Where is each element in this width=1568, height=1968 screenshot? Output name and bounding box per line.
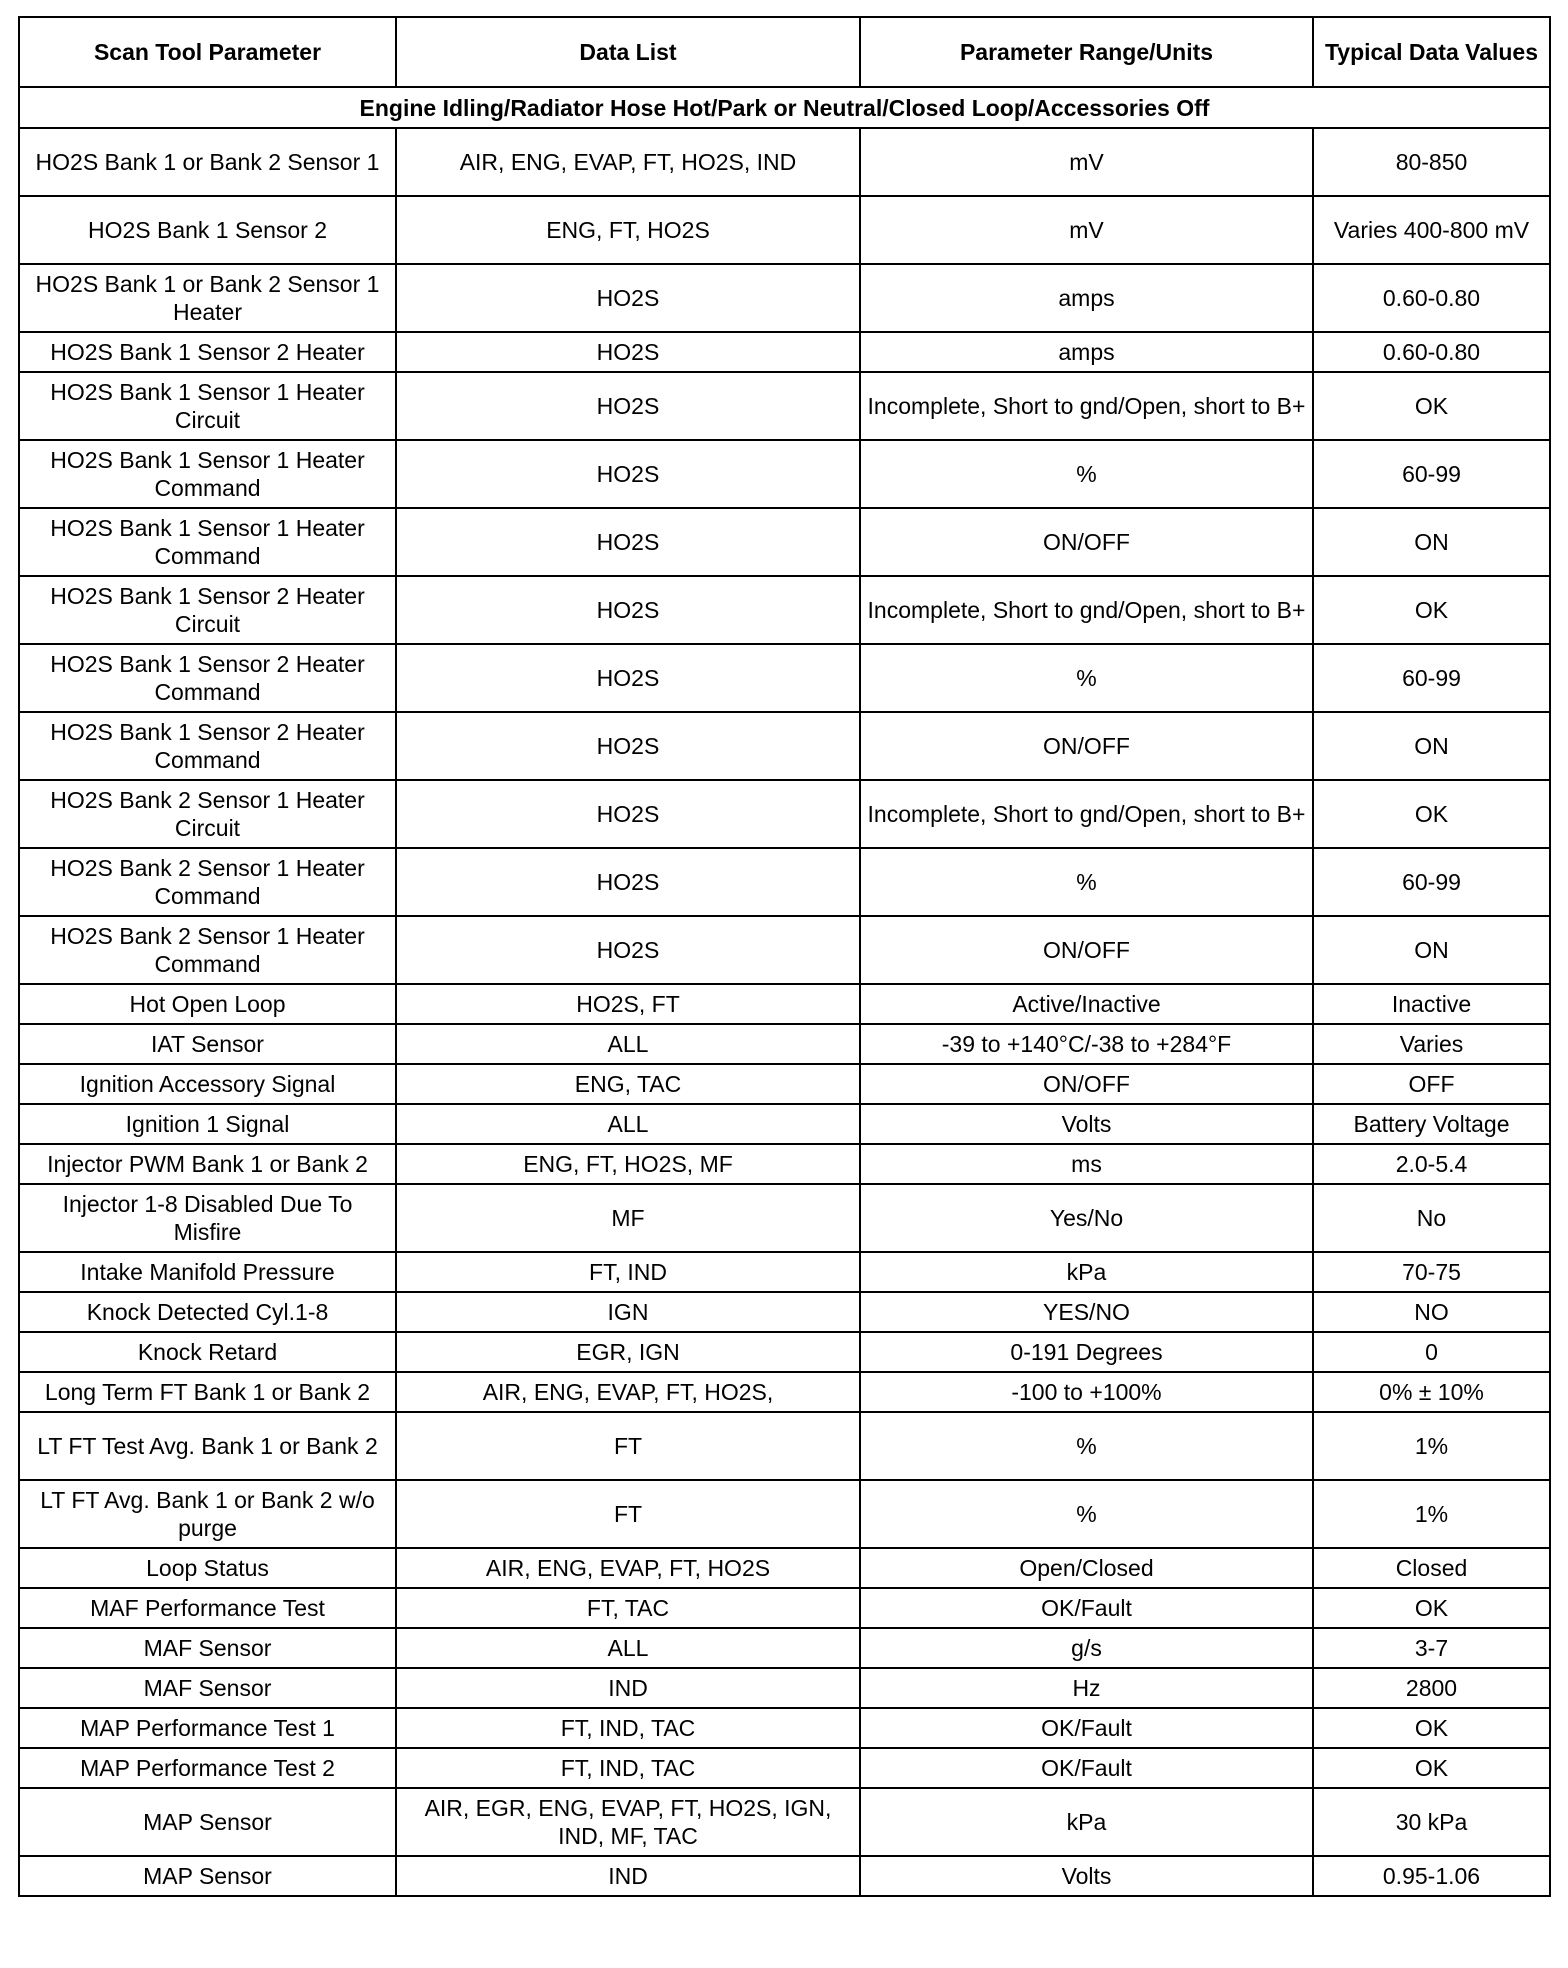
cell-parameter: MAP Performance Test 2 bbox=[19, 1748, 396, 1788]
table-row bbox=[19, 1708, 1550, 1748]
column-header-range-units: Parameter Range/Units bbox=[860, 17, 1313, 87]
cell-data-list: HO2S bbox=[396, 372, 860, 440]
cell-parameter: LT FT Avg. Bank 1 or Bank 2 w/o purge bbox=[19, 1480, 396, 1548]
cell-data-list: HO2S bbox=[396, 332, 860, 372]
cell-typical-value: 1% bbox=[1313, 1480, 1550, 1548]
cell-range-units: Active/Inactive bbox=[860, 984, 1313, 1024]
table-row bbox=[19, 1024, 1550, 1064]
cell-typical-value: NO bbox=[1313, 1292, 1550, 1332]
cell-range-units: OK/Fault bbox=[860, 1708, 1313, 1748]
table-row bbox=[19, 1480, 1550, 1548]
cell-typical-value: 0% ± 10% bbox=[1313, 1372, 1550, 1412]
cell-typical-value: 60-99 bbox=[1313, 848, 1550, 916]
cell-range-units: kPa bbox=[860, 1788, 1313, 1856]
cell-parameter: LT FT Test Avg. Bank 1 or Bank 2 bbox=[19, 1412, 396, 1480]
cell-range-units: % bbox=[860, 1480, 1313, 1548]
cell-range-units: % bbox=[860, 848, 1313, 916]
cell-data-list: EGR, IGN bbox=[396, 1332, 860, 1372]
cell-typical-value: 0.95-1.06 bbox=[1313, 1856, 1550, 1896]
cell-range-units: Hz bbox=[860, 1668, 1313, 1708]
cell-range-units: ON/OFF bbox=[860, 712, 1313, 780]
cell-parameter: HO2S Bank 2 Sensor 1 Heater Command bbox=[19, 916, 396, 984]
cell-range-units: OK/Fault bbox=[860, 1588, 1313, 1628]
table-row bbox=[19, 1788, 1550, 1856]
cell-typical-value: ON bbox=[1313, 916, 1550, 984]
cell-parameter: HO2S Bank 1 or Bank 2 Sensor 1 bbox=[19, 128, 396, 196]
cell-range-units: mV bbox=[860, 196, 1313, 264]
cell-parameter: IAT Sensor bbox=[19, 1024, 396, 1064]
cell-parameter: Injector 1-8 Disabled Due To Misfire bbox=[19, 1184, 396, 1252]
cell-parameter: Injector PWM Bank 1 or Bank 2 bbox=[19, 1144, 396, 1184]
cell-data-list: ENG, FT, HO2S, MF bbox=[396, 1144, 860, 1184]
cell-typical-value: ON bbox=[1313, 508, 1550, 576]
cell-parameter: Intake Manifold Pressure bbox=[19, 1252, 396, 1292]
cell-range-units: Incomplete, Short to gnd/Open, short to B+ bbox=[860, 576, 1313, 644]
cell-data-list: IGN bbox=[396, 1292, 860, 1332]
cell-typical-value: OK bbox=[1313, 372, 1550, 440]
cell-typical-value: Varies 400-800 mV bbox=[1313, 196, 1550, 264]
cell-parameter: HO2S Bank 1 Sensor 1 Heater Circuit bbox=[19, 372, 396, 440]
table-row bbox=[19, 1064, 1550, 1104]
cell-typical-value: 0.60-0.80 bbox=[1313, 332, 1550, 372]
table-row bbox=[19, 508, 1550, 576]
cell-parameter: Knock Detected Cyl.1-8 bbox=[19, 1292, 396, 1332]
cell-typical-value: 30 kPa bbox=[1313, 1788, 1550, 1856]
cell-data-list: ALL bbox=[396, 1024, 860, 1064]
column-header-parameter: Scan Tool Parameter bbox=[19, 17, 396, 87]
cell-typical-value: 80-850 bbox=[1313, 128, 1550, 196]
cell-parameter: MAP Performance Test 1 bbox=[19, 1708, 396, 1748]
cell-parameter: HO2S Bank 2 Sensor 1 Heater Circuit bbox=[19, 780, 396, 848]
cell-data-list: ENG, TAC bbox=[396, 1064, 860, 1104]
cell-parameter: MAF Sensor bbox=[19, 1628, 396, 1668]
table-row bbox=[19, 264, 1550, 332]
cell-typical-value: 1% bbox=[1313, 1412, 1550, 1480]
cell-parameter: Ignition 1 Signal bbox=[19, 1104, 396, 1144]
cell-typical-value: 2800 bbox=[1313, 1668, 1550, 1708]
cell-range-units: Incomplete, Short to gnd/Open, short to B+ bbox=[860, 372, 1313, 440]
cell-typical-value: OK bbox=[1313, 1748, 1550, 1788]
cell-parameter: HO2S Bank 1 Sensor 2 Heater Command bbox=[19, 644, 396, 712]
table-row bbox=[19, 1748, 1550, 1788]
cell-range-units: OK/Fault bbox=[860, 1748, 1313, 1788]
cell-parameter: MAF Sensor bbox=[19, 1668, 396, 1708]
table-row bbox=[19, 1144, 1550, 1184]
table-row bbox=[19, 1412, 1550, 1480]
cell-data-list: HO2S bbox=[396, 848, 860, 916]
table-row bbox=[19, 1372, 1550, 1412]
cell-range-units: 0-191 Degrees bbox=[860, 1332, 1313, 1372]
cell-typical-value: OK bbox=[1313, 1708, 1550, 1748]
cell-data-list: ENG, FT, HO2S bbox=[396, 196, 860, 264]
table-row bbox=[19, 780, 1550, 848]
cell-data-list: AIR, ENG, EVAP, FT, HO2S bbox=[396, 1548, 860, 1588]
cell-data-list: FT bbox=[396, 1412, 860, 1480]
cell-range-units: amps bbox=[860, 332, 1313, 372]
cell-parameter: Ignition Accessory Signal bbox=[19, 1064, 396, 1104]
cell-data-list: HO2S bbox=[396, 780, 860, 848]
cell-typical-value: OK bbox=[1313, 576, 1550, 644]
cell-data-list: IND bbox=[396, 1668, 860, 1708]
cell-parameter: MAF Performance Test bbox=[19, 1588, 396, 1628]
cell-data-list: AIR, EGR, ENG, EVAP, FT, HO2S, IGN, IND, MF, TAC bbox=[396, 1788, 860, 1856]
table-row bbox=[19, 196, 1550, 264]
table-row bbox=[19, 712, 1550, 780]
table-row bbox=[19, 1252, 1550, 1292]
column-header-typical-values: Typical Data Values bbox=[1313, 17, 1550, 87]
cell-typical-value: 70-75 bbox=[1313, 1252, 1550, 1292]
cell-data-list: HO2S bbox=[396, 264, 860, 332]
cell-typical-value: No bbox=[1313, 1184, 1550, 1252]
cell-data-list: HO2S bbox=[396, 712, 860, 780]
cell-typical-value: ON bbox=[1313, 712, 1550, 780]
cell-range-units: Open/Closed bbox=[860, 1548, 1313, 1588]
cell-parameter: Knock Retard bbox=[19, 1332, 396, 1372]
cell-data-list: HO2S bbox=[396, 508, 860, 576]
cell-parameter: HO2S Bank 1 Sensor 2 Heater Command bbox=[19, 712, 396, 780]
cell-range-units: Volts bbox=[860, 1856, 1313, 1896]
cell-typical-value: 60-99 bbox=[1313, 644, 1550, 712]
cell-parameter: HO2S Bank 1 Sensor 1 Heater Command bbox=[19, 440, 396, 508]
cell-typical-value: 0 bbox=[1313, 1332, 1550, 1372]
cell-range-units: mV bbox=[860, 128, 1313, 196]
cell-range-units: % bbox=[860, 1412, 1313, 1480]
table-row bbox=[19, 1332, 1550, 1372]
table-row bbox=[19, 372, 1550, 440]
table-row bbox=[19, 916, 1550, 984]
cell-data-list: HO2S bbox=[396, 440, 860, 508]
cell-range-units: amps bbox=[860, 264, 1313, 332]
cell-data-list: AIR, ENG, EVAP, FT, HO2S, bbox=[396, 1372, 860, 1412]
table-header-row bbox=[19, 17, 1550, 87]
cell-typical-value: Battery Voltage bbox=[1313, 1104, 1550, 1144]
table-row bbox=[19, 1856, 1550, 1896]
table-row bbox=[19, 848, 1550, 916]
cell-parameter: MAP Sensor bbox=[19, 1856, 396, 1896]
table-row bbox=[19, 1292, 1550, 1332]
cell-data-list: AIR, ENG, EVAP, FT, HO2S, IND bbox=[396, 128, 860, 196]
table-row bbox=[19, 1104, 1550, 1144]
table-row bbox=[19, 984, 1550, 1024]
cell-typical-value: Closed bbox=[1313, 1548, 1550, 1588]
table-row bbox=[19, 1548, 1550, 1588]
table-row bbox=[19, 1628, 1550, 1668]
cell-parameter: HO2S Bank 2 Sensor 1 Heater Command bbox=[19, 848, 396, 916]
cell-typical-value: 0.60-0.80 bbox=[1313, 264, 1550, 332]
cell-data-list: ALL bbox=[396, 1628, 860, 1668]
cell-data-list: ALL bbox=[396, 1104, 860, 1144]
cell-range-units: g/s bbox=[860, 1628, 1313, 1668]
cell-data-list: IND bbox=[396, 1856, 860, 1896]
cell-parameter: MAP Sensor bbox=[19, 1788, 396, 1856]
cell-data-list: FT, IND, TAC bbox=[396, 1708, 860, 1748]
cell-data-list: FT, IND, TAC bbox=[396, 1748, 860, 1788]
table-row bbox=[19, 440, 1550, 508]
cell-range-units: % bbox=[860, 644, 1313, 712]
cell-range-units: ON/OFF bbox=[860, 916, 1313, 984]
cell-typical-value: 2.0-5.4 bbox=[1313, 1144, 1550, 1184]
cell-parameter: HO2S Bank 1 Sensor 2 Heater Circuit bbox=[19, 576, 396, 644]
cell-parameter: Hot Open Loop bbox=[19, 984, 396, 1024]
cell-typical-value: OK bbox=[1313, 780, 1550, 848]
cell-data-list: HO2S bbox=[396, 644, 860, 712]
cell-parameter: HO2S Bank 1 or Bank 2 Sensor 1 Heater bbox=[19, 264, 396, 332]
cell-typical-value: Varies bbox=[1313, 1024, 1550, 1064]
cell-range-units: ON/OFF bbox=[860, 508, 1313, 576]
cell-parameter: HO2S Bank 1 Sensor 2 bbox=[19, 196, 396, 264]
cell-data-list: FT, IND bbox=[396, 1252, 860, 1292]
table-row bbox=[19, 576, 1550, 644]
table-row bbox=[19, 1668, 1550, 1708]
section-title: Engine Idling/Radiator Hose Hot/Park or Neutral/Closed Loop/Accessories Off bbox=[19, 87, 1550, 128]
cell-data-list: FT, TAC bbox=[396, 1588, 860, 1628]
cell-typical-value: 60-99 bbox=[1313, 440, 1550, 508]
section-title-row bbox=[19, 87, 1550, 128]
table-row bbox=[19, 644, 1550, 712]
cell-range-units: ms bbox=[860, 1144, 1313, 1184]
table-row bbox=[19, 1588, 1550, 1628]
cell-typical-value: OFF bbox=[1313, 1064, 1550, 1104]
table-row bbox=[19, 128, 1550, 196]
cell-data-list: HO2S, FT bbox=[396, 984, 860, 1024]
cell-range-units: % bbox=[860, 440, 1313, 508]
cell-range-units: Yes/No bbox=[860, 1184, 1313, 1252]
cell-data-list: HO2S bbox=[396, 916, 860, 984]
cell-parameter: Long Term FT Bank 1 or Bank 2 bbox=[19, 1372, 396, 1412]
cell-data-list: HO2S bbox=[396, 576, 860, 644]
cell-range-units: Incomplete, Short to gnd/Open, short to B+ bbox=[860, 780, 1313, 848]
cell-parameter: HO2S Bank 1 Sensor 2 Heater bbox=[19, 332, 396, 372]
cell-range-units: -39 to +140°C/-38 to +284°F bbox=[860, 1024, 1313, 1064]
table-row bbox=[19, 332, 1550, 372]
scan-tool-data-table bbox=[18, 16, 1551, 1897]
cell-range-units: YES/NO bbox=[860, 1292, 1313, 1332]
cell-parameter: Loop Status bbox=[19, 1548, 396, 1588]
cell-range-units: -100 to +100% bbox=[860, 1372, 1313, 1412]
column-header-data-list: Data List bbox=[396, 17, 860, 87]
cell-parameter: HO2S Bank 1 Sensor 1 Heater Command bbox=[19, 508, 396, 576]
cell-range-units: Volts bbox=[860, 1104, 1313, 1144]
cell-typical-value: Inactive bbox=[1313, 984, 1550, 1024]
cell-data-list: MF bbox=[396, 1184, 860, 1252]
table-row bbox=[19, 1184, 1550, 1252]
cell-typical-value: OK bbox=[1313, 1588, 1550, 1628]
cell-data-list: FT bbox=[396, 1480, 860, 1548]
cell-typical-value: 3-7 bbox=[1313, 1628, 1550, 1668]
cell-range-units: ON/OFF bbox=[860, 1064, 1313, 1104]
cell-range-units: kPa bbox=[860, 1252, 1313, 1292]
